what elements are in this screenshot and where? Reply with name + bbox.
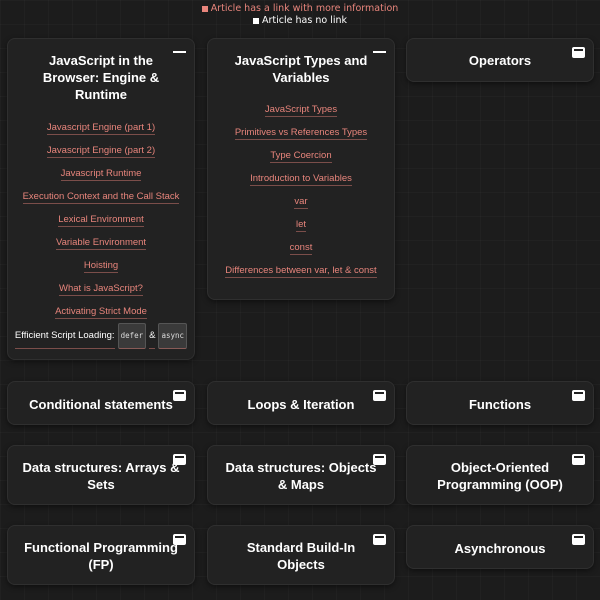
article-link-label: Variable Environment	[55, 237, 147, 248]
article-link[interactable]	[56, 231, 146, 254]
article-plain	[15, 323, 187, 346]
article-link-label: Javascript Engine (part 1)	[46, 122, 156, 133]
article-link-label: Primitives vs References Types	[234, 127, 368, 138]
article-link[interactable]	[55, 300, 147, 323]
article-link-label: var	[294, 196, 308, 207]
code-defer: defer	[118, 323, 147, 349]
legend-linked-label: Article has a link with more information	[210, 3, 399, 14]
article-link[interactable]	[84, 254, 118, 277]
article-link[interactable]	[250, 167, 352, 190]
note-amp: &	[149, 324, 155, 349]
card-conditional[interactable]	[7, 381, 195, 425]
card-arrays[interactable]	[7, 445, 195, 505]
article-link[interactable]	[61, 162, 142, 185]
card-functions[interactable]	[406, 381, 594, 425]
legend-plain-label: Article has no link	[262, 15, 347, 26]
card-browser-title: JavaScript in the Browser: Engine & Runtime	[42, 53, 160, 102]
article-link-label: Activating Strict Mode	[55, 306, 147, 317]
card-functions-title: Functions	[468, 397, 532, 412]
legend-linked	[202, 3, 399, 15]
card-browser	[7, 38, 195, 360]
article-link[interactable]	[47, 139, 155, 162]
card-fp-title: Functional Programming (FP)	[24, 540, 178, 572]
article-link-label: const	[289, 242, 313, 253]
card-objects-title: Data structures: Objects & Maps	[225, 460, 377, 492]
article-link-label: What is JavaScript?	[59, 283, 143, 294]
script-loading-note	[15, 323, 187, 349]
card-types-title: JavaScript Types and Variables	[234, 53, 368, 85]
article-link[interactable]	[47, 116, 155, 139]
article-link-label: Lexical Environment	[58, 214, 144, 225]
card-arrays-title: Data structures: Arrays & Sets	[22, 460, 180, 492]
article-link[interactable]	[58, 208, 144, 231]
article-link-label: Differences between var, let & const	[225, 265, 377, 276]
article-link[interactable]	[225, 259, 376, 282]
article-link-label: let	[295, 219, 307, 230]
code-async: async	[158, 323, 187, 349]
card-async[interactable]	[406, 525, 594, 569]
article-link-label: Hoisting	[83, 260, 119, 271]
card-fp[interactable]	[7, 525, 195, 585]
card-builtin-title: Standard Build-In Objects	[246, 540, 356, 572]
card-oop-title: Object-Oriented Programming (OOP)	[437, 460, 563, 492]
article-link-label: JavaScript Types	[264, 104, 338, 115]
article-link[interactable]	[296, 213, 306, 236]
article-link-label: Type Coercion	[270, 150, 332, 161]
article-link[interactable]	[290, 236, 313, 259]
article-link-label: Execution Context and the Call Stack	[22, 191, 180, 202]
legend-plain	[253, 15, 347, 27]
card-objects[interactable]	[207, 445, 395, 505]
article-link[interactable]	[235, 121, 367, 144]
card-operators-title: Operators	[468, 53, 532, 68]
article-link-label: Javascript Runtime	[60, 168, 142, 179]
article-link[interactable]	[294, 190, 307, 213]
card-loops-title: Loops & Iteration	[247, 397, 355, 412]
article-link[interactable]	[270, 144, 331, 167]
legend	[0, 3, 600, 27]
article-link[interactable]	[23, 185, 180, 208]
card-async-title: Asynchronous	[454, 541, 546, 556]
card-conditional-title: Conditional statements	[29, 397, 173, 412]
article-link[interactable]	[59, 277, 143, 300]
card-operators[interactable]	[406, 38, 594, 82]
card-types	[207, 38, 395, 300]
article-link-label: Javascript Engine (part 2)	[46, 145, 156, 156]
article-link[interactable]	[265, 98, 337, 121]
card-loops[interactable]	[207, 381, 395, 425]
note-prefix: Efficient Script Loading:	[15, 324, 115, 349]
nolink-square-icon	[253, 18, 259, 24]
card-oop[interactable]	[406, 445, 594, 505]
link-square-icon	[202, 6, 208, 12]
article-link-label: Introduction to Variables	[250, 173, 352, 184]
card-builtin[interactable]	[207, 525, 395, 585]
